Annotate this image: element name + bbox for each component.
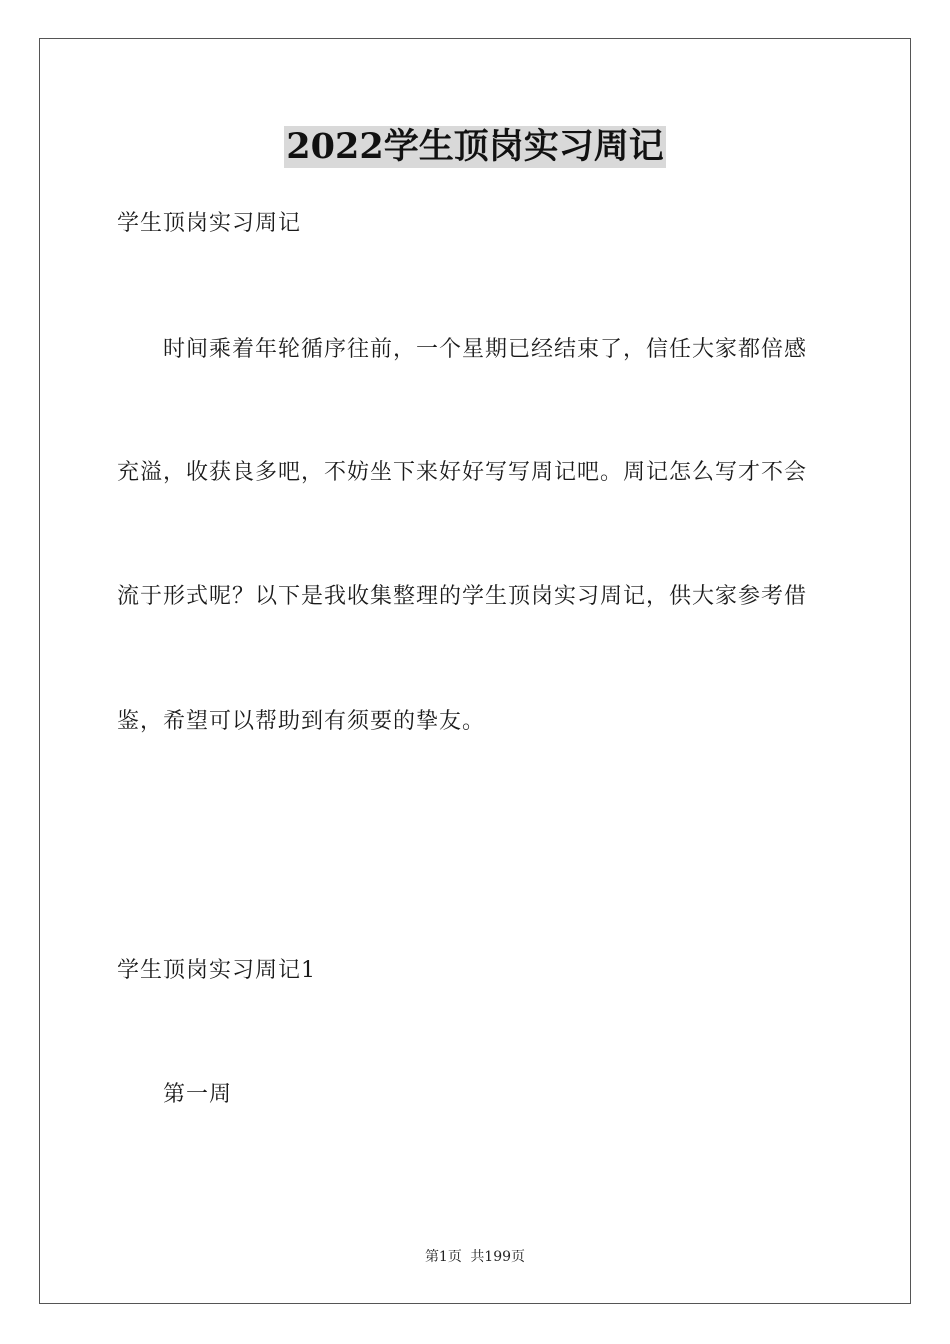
paragraph-line: 充溢，收获良多吧，不妨坐下来好好写写周记吧。周记怎么写才不会 xyxy=(117,460,808,485)
page-total: 共199页 xyxy=(470,1249,526,1265)
paragraph-line: 时间乘着年轮循序往前，一个星期已经结束了，信任大家都倍感 xyxy=(163,337,808,362)
paragraph-line: 鉴，希望可以帮助到有须要的挚友。 xyxy=(117,709,486,734)
week-heading: 第一周 xyxy=(163,1082,233,1107)
section-heading: 学生顶岗实习周记1 xyxy=(117,958,316,983)
paragraph-line: 流于形式呢？以下是我收集整理的学生顶岗实习周记，供大家参考借 xyxy=(117,584,808,609)
title-container xyxy=(0,126,950,168)
document-title: 2022学生顶岗实习周记 xyxy=(286,126,664,167)
page-number: 第1页 xyxy=(424,1249,462,1265)
document-subtitle: 学生顶岗实习周记 xyxy=(117,211,302,236)
page-footer xyxy=(0,1248,950,1266)
